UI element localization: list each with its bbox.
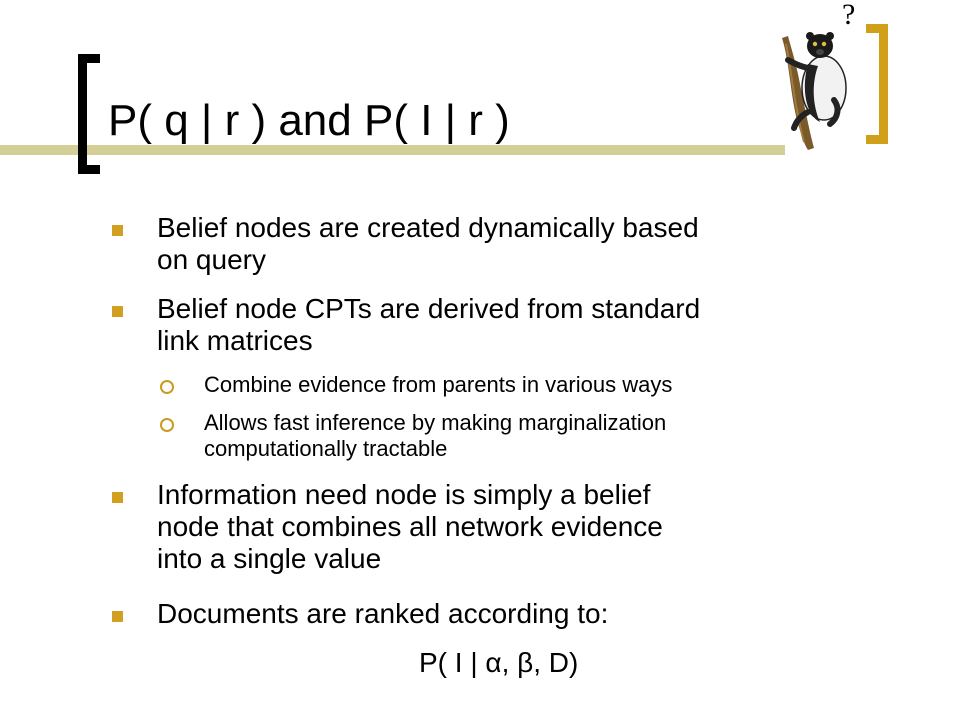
bullet-item	[157, 479, 663, 575]
bullet-marker	[112, 492, 123, 503]
bullet-marker	[112, 611, 123, 622]
bullet-text-line: on query	[157, 244, 266, 275]
sub-bullet-text-line: Combine evidence from parents in various ways	[204, 372, 673, 397]
sub-bullet-marker	[160, 380, 174, 394]
bullet-item	[157, 293, 700, 357]
sub-bullet-item	[204, 410, 666, 462]
question-mark: ?	[842, 0, 856, 31]
left-bracket-decoration	[78, 54, 100, 174]
bullet-text-line: Information need node is simply a belief	[157, 479, 651, 510]
bullet-text-line: Documents are ranked according to:	[157, 598, 609, 629]
bullet-text-line: Belief nodes are created dynamically based	[157, 212, 699, 243]
sub-bullet-item	[204, 372, 672, 398]
sub-bullet-text-line: computationally tractable	[204, 436, 448, 461]
bullet-text-line: into a single value	[157, 543, 382, 574]
bullet-text-line: node that combines all network evidence	[157, 511, 663, 542]
bullet-item	[157, 212, 699, 276]
bullet-text-line: Belief node CPTs are derived from standard	[157, 293, 701, 324]
bullet-item	[157, 598, 608, 630]
slide-title: P( q | r ) and P( I | r )	[108, 96, 510, 145]
ranking-formula: P( I | α, β, D)	[419, 647, 579, 678]
bullet-marker	[112, 225, 123, 236]
sub-bullet-text-line: Allows fast inference by making marginalization	[204, 410, 667, 435]
lemur-logo	[768, 0, 868, 152]
bullet-marker	[112, 306, 123, 317]
sub-bullet-marker	[160, 418, 174, 432]
right-bracket-decoration	[866, 24, 888, 144]
bullet-text-line: link matrices	[157, 325, 313, 356]
